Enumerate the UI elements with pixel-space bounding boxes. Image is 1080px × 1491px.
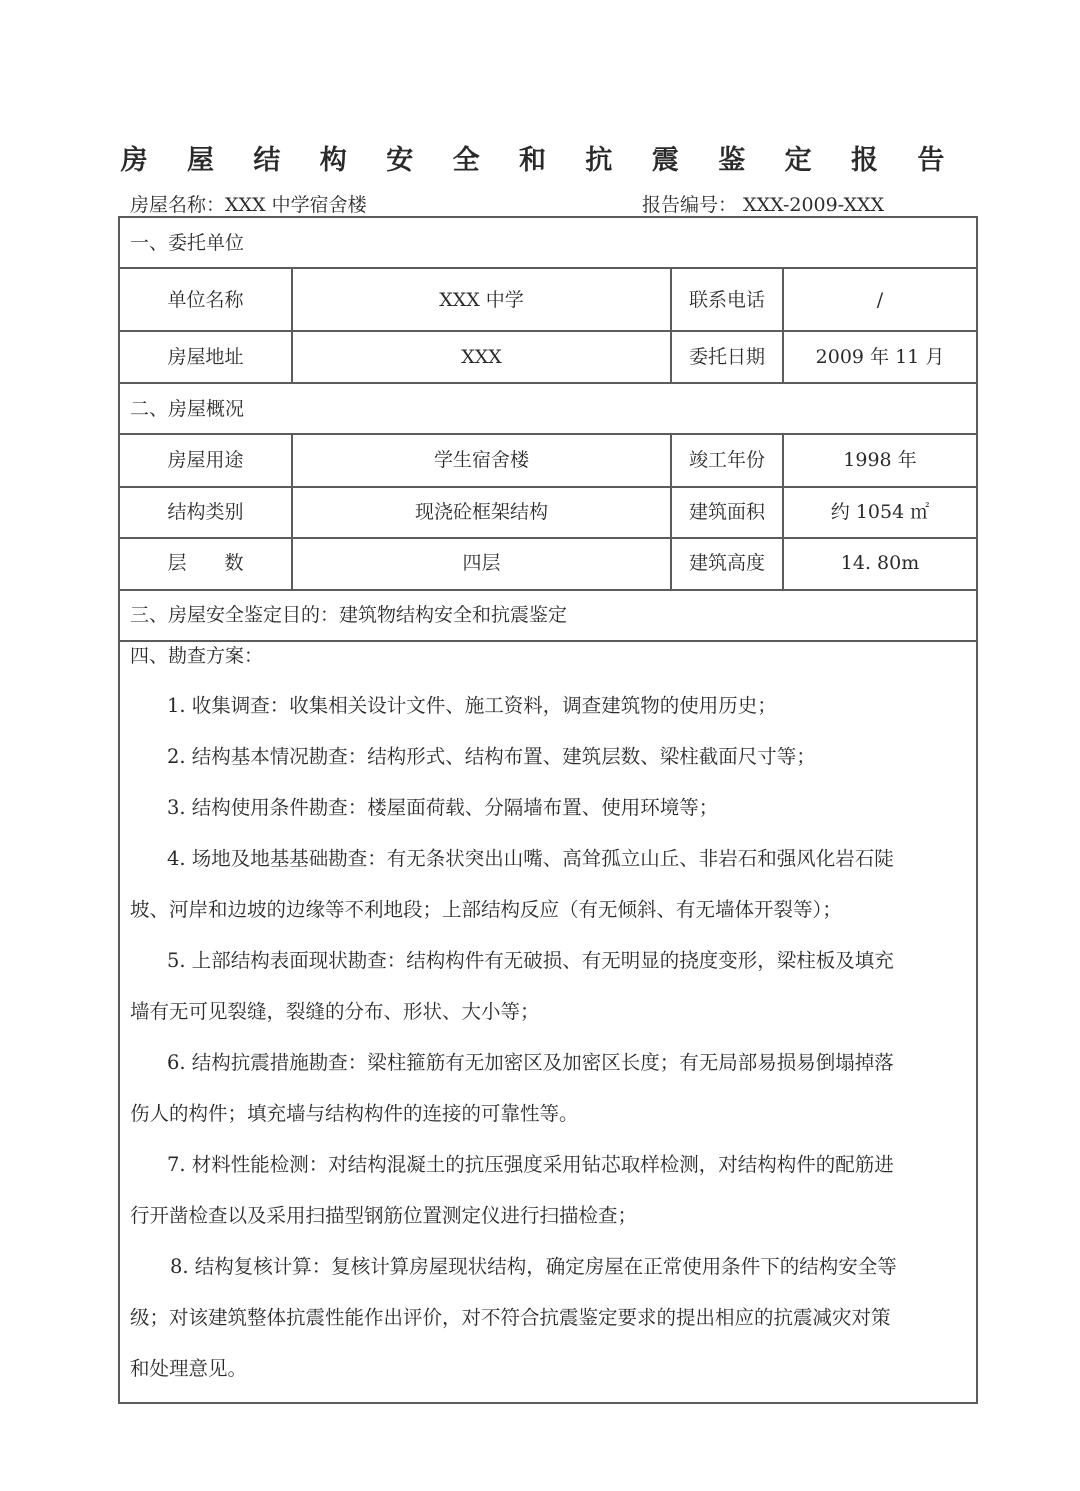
plan-item: 3. 结构使用条件勘查：楼屋面荷载、分隔墙布置、使用环境等；	[167, 796, 719, 819]
plan-item: 8. 结构复核计算：复核计算房屋现状结构，确定房屋在正常使用条件下的结构安全等	[170, 1255, 897, 1278]
field-label: 结构类别	[167, 501, 244, 523]
section-heading: 一、委托单位	[130, 232, 245, 254]
plan-item: 1. 收集调查：收集相关设计文件、施工资料，调查建筑物的使用历史；	[167, 694, 777, 717]
section-heading: 三、房屋安全鉴定目的：建筑物结构安全和抗震鉴定	[130, 604, 568, 626]
field-value: 现浇砼框架结构	[414, 501, 548, 523]
plan-item-continued: 坡、河岸和边坡的边缘等不利地段；上部结构反应（有无倾斜、有无墙体开裂等）；	[130, 898, 842, 921]
field-value: 1998 年	[843, 449, 917, 471]
plan-item-continued: 和处理意见。	[130, 1357, 248, 1380]
house-name: 房屋名称：XXX 中学宿舍楼	[130, 194, 367, 216]
plan-item: 4. 场地及地基基础勘查：有无条状突出山嘴、高耸孤立山丘、非岩石和强风化岩石陡	[167, 847, 894, 870]
section-heading: 二、房屋概况	[130, 398, 245, 420]
field-label: 层 数	[167, 552, 244, 574]
row-divider	[118, 330, 978, 332]
plan-item-continued: 伤人的构件；填充墙与结构构件的连接的可靠性等。	[130, 1102, 579, 1125]
field-value: XXX	[461, 346, 502, 368]
field-value: /	[876, 289, 884, 311]
field-label: 建筑面积	[688, 501, 765, 523]
plan-item-continued: 行开凿检查以及采用扫描型钢筋位置测定仪进行扫描检查；	[130, 1204, 638, 1227]
report-number: 报告编号： XXX-2009-XXX	[642, 194, 885, 216]
row-divider	[118, 267, 978, 269]
plan-item: 2. 结构基本情况勘查：结构形式、结构布置、建筑层数、梁柱截面尺寸等；	[167, 745, 816, 768]
report-title: 房 屋 结 构 安 全 和 抗 震 鉴 定 报 告	[120, 145, 960, 176]
field-label: 房屋用途	[167, 449, 244, 471]
field-value: 学生宿舍楼	[433, 449, 529, 471]
field-label: 委托日期	[688, 346, 765, 368]
field-value: XXX 中学	[439, 289, 524, 311]
field-value: 14. 80m	[840, 552, 920, 574]
field-label: 房屋地址	[167, 346, 244, 368]
row-divider	[118, 433, 978, 435]
section-heading: 四、勘查方案：	[130, 645, 264, 667]
plan-item: 7. 材料性能检测：对结构混凝土的抗压强度采用钻芯取样检测，对结构构件的配筋进	[167, 1153, 894, 1176]
plan-item: 5. 上部结构表面现状勘查：结构构件有无破损、有无明显的挠度变形，梁柱板及填充	[167, 949, 894, 972]
field-label: 建筑高度	[688, 552, 765, 574]
row-divider	[118, 589, 978, 591]
field-label: 单位名称	[167, 289, 244, 311]
plan-item: 6. 结构抗震措施勘查：梁柱箍筋有无加密区及加密区长度；有无局部易损易倒塌掉落	[167, 1051, 894, 1074]
field-value: 四层	[462, 552, 501, 574]
field-value: 2009 年 11 月	[815, 346, 945, 368]
field-value: 约 1054 ㎡	[830, 501, 930, 523]
row-divider	[118, 486, 978, 488]
row-divider	[118, 382, 978, 384]
plan-item-continued: 级；对该建筑整体抗震性能作出评价，对不符合抗震鉴定要求的提出相应的抗震减灾对策	[130, 1306, 891, 1329]
plan-item-continued: 墙有无可见裂缝，裂缝的分布、形状、大小等；	[130, 1000, 540, 1023]
field-label: 竣工年份	[688, 449, 765, 471]
field-label: 联系电话	[688, 289, 765, 311]
row-divider	[118, 537, 978, 539]
